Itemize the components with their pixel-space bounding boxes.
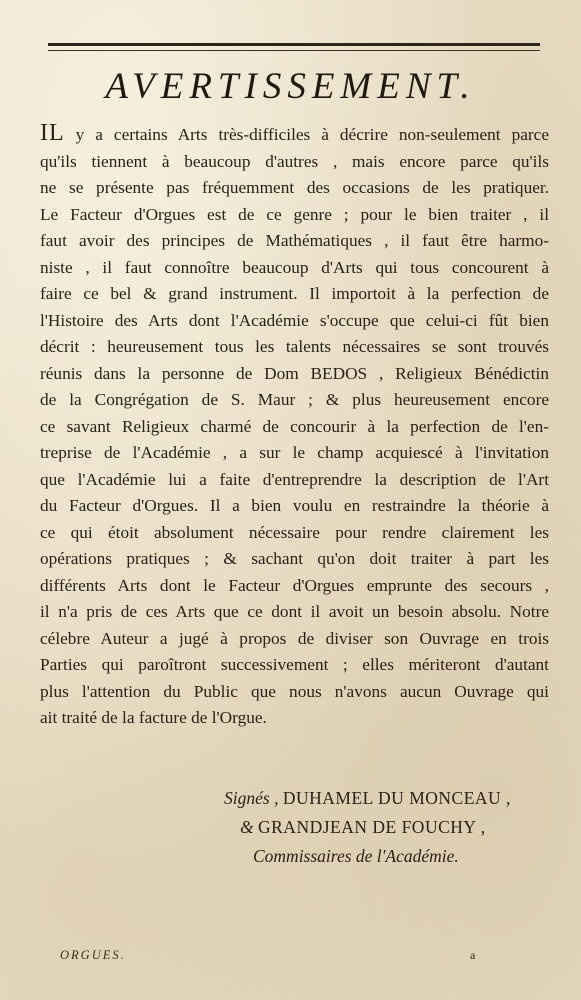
text-line: différents Arts dont le Facteur d'Orgues emprunte des secours , (40, 575, 549, 595)
signature-line-2 (240, 817, 486, 838)
text-line: l'Histoire des Arts dont l'Académie s'occupe que celui-ci fût bien (40, 310, 549, 330)
text-line: opérations pratiques ; & sachant qu'on doit traiter à part les (40, 549, 549, 568)
text-line: ce qui étoit absolument nécessaire pour rendre clairement les (40, 522, 549, 542)
text-line: décrit : heureusement tous les talents nécessaires se sont trouvés (40, 337, 549, 356)
drop-initial: IL (40, 120, 65, 146)
text-line: du Facteur d'Orgues. Il a bien voulu en restraindre la théorie à (40, 496, 549, 515)
text-line: ait traité de la facture de l'Orgue. (40, 708, 267, 727)
text-line: treprise de l'Académie , a sur le champ acquiescé à l'invitation (40, 443, 549, 462)
text-line: Parties qui paroîtront successivement ; elles mériteront d'autant (40, 655, 549, 674)
text-line: Le Facteur d'Orgues est de ce genre ; pour le bien traiter , il (40, 204, 549, 224)
signature-names-2: GRANDJEAN DE FOUCHY , (258, 817, 486, 837)
signature-names-1: DUHAMEL DU MONCEAU , (282, 788, 511, 808)
top-double-rule-thin (48, 50, 540, 51)
text-line: faire ce bel & grand instrument. Il importoit à la perfection de (40, 284, 549, 303)
text-line: ne se présente pas fréquemment des occasions de les pratiquer. (40, 178, 549, 197)
text-line: niste , il faut connoître beaucoup d'Arts qui tous concourent à (40, 257, 549, 277)
footer-page-mark: a (470, 948, 476, 962)
text-line: que l'Académie lui a faite d'entreprendre la description de l'Art (40, 469, 549, 489)
text-line: réunis dans la personne de Dom BEDOS , Religieux Bénédictin (40, 363, 549, 383)
text-line: faut avoir des principes de Mathématiques , il faut être harmo- (40, 231, 549, 250)
text-line: ce savant Religieux charmé de concourir à la perfection de l'en- (40, 416, 549, 436)
signature-ampersand: & (240, 817, 254, 837)
text-line: il n'a pris de ces Arts que ce dont il avoit un besoin absolu. Notre (40, 602, 549, 621)
text-line (40, 120, 549, 149)
text-line: plus l'attention du Public que nous n'avons aucun Ouvrage qui (40, 681, 549, 701)
body-paragraph (40, 120, 549, 732)
signature-commission: Commissaires de l'Académie. (253, 846, 459, 866)
text-line: qu'ils tiennent à beaucoup d'autres , mais encore parce qu'ils (40, 151, 549, 171)
text-line: célebre Auteur a jugé à propos de diviser son Ouvrage en trois (40, 628, 549, 648)
page-title: AVERTISSEMENT. (105, 66, 476, 107)
text-line-rest: y a certains Arts très-difficiles à décrire non-seulement parce (64, 125, 549, 144)
signature-prefix: Signés , (224, 788, 279, 808)
text-line: de la Congrégation de S. Maur ; & plus heureusement encore (40, 390, 549, 409)
signature-line-1 (224, 788, 511, 809)
top-double-rule-thick (48, 43, 540, 46)
footer-signature-mark: ORGUES. (60, 948, 126, 962)
